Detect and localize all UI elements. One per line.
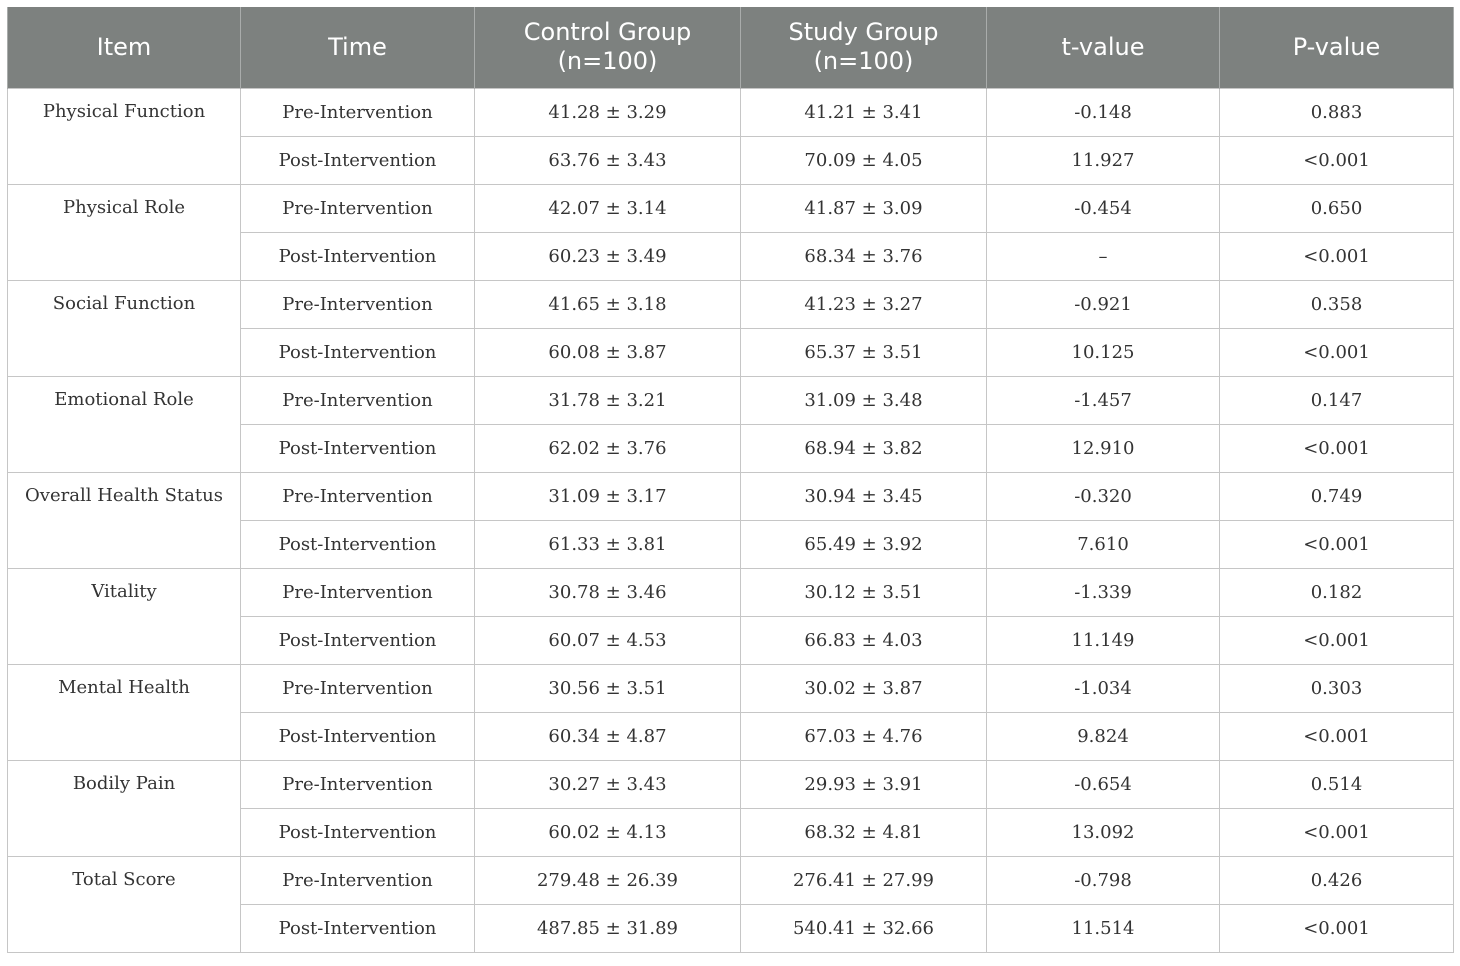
item-cell: Social Function [8, 280, 241, 376]
item-cell: Emotional Role [8, 376, 241, 472]
time-cell: Pre-Intervention [241, 376, 475, 424]
control-group-cell: 60.02 ± 4.13 [475, 808, 741, 856]
t-value-cell: 11.514 [987, 904, 1220, 952]
control-group-cell: 279.48 ± 26.39 [475, 856, 741, 904]
table-row [8, 280, 1454, 328]
p-value-cell: 0.358 [1220, 280, 1454, 328]
study-group-cell: 66.83 ± 4.03 [741, 616, 987, 664]
control-group-cell: 31.78 ± 3.21 [475, 376, 741, 424]
results-table [7, 7, 1454, 953]
t-value-cell: 10.125 [987, 328, 1220, 376]
t-value-cell: -0.798 [987, 856, 1220, 904]
study-group-cell: 41.21 ± 3.41 [741, 88, 987, 136]
study-group-cell: 65.49 ± 3.92 [741, 520, 987, 568]
time-cell: Pre-Intervention [241, 568, 475, 616]
p-value-cell: 0.147 [1220, 376, 1454, 424]
t-value-cell: -0.320 [987, 472, 1220, 520]
t-value-cell: -0.148 [987, 88, 1220, 136]
control-group-cell: 41.65 ± 3.18 [475, 280, 741, 328]
t-value-cell: -1.339 [987, 568, 1220, 616]
t-value-cell: 11.927 [987, 136, 1220, 184]
time-cell: Post-Intervention [241, 232, 475, 280]
p-value-cell: 0.514 [1220, 760, 1454, 808]
control-group-cell: 61.33 ± 3.81 [475, 520, 741, 568]
table-row [8, 376, 1454, 424]
control-group-cell: 63.76 ± 3.43 [475, 136, 741, 184]
p-value-cell: 0.182 [1220, 568, 1454, 616]
study-group-cell: 41.87 ± 3.09 [741, 184, 987, 232]
t-value-cell: -1.457 [987, 376, 1220, 424]
study-group-cell: 68.32 ± 4.81 [741, 808, 987, 856]
table-row [8, 184, 1454, 232]
study-group-cell: 30.12 ± 3.51 [741, 568, 987, 616]
t-value-cell: 9.824 [987, 712, 1220, 760]
item-cell: Mental Health [8, 664, 241, 760]
t-value-cell: -0.921 [987, 280, 1220, 328]
p-value-cell: <0.001 [1220, 616, 1454, 664]
t-value-cell: 13.092 [987, 808, 1220, 856]
t-value-cell: 11.149 [987, 616, 1220, 664]
p-value-cell: <0.001 [1220, 424, 1454, 472]
p-value-cell: <0.001 [1220, 904, 1454, 952]
time-cell: Post-Intervention [241, 136, 475, 184]
study-group-cell: 30.94 ± 3.45 [741, 472, 987, 520]
control-group-cell: 30.78 ± 3.46 [475, 568, 741, 616]
t-value-cell: -1.034 [987, 664, 1220, 712]
control-group-cell: 60.23 ± 3.49 [475, 232, 741, 280]
study-group-cell: 540.41 ± 32.66 [741, 904, 987, 952]
table-row [8, 664, 1454, 712]
table-row [8, 760, 1454, 808]
table-body [8, 88, 1454, 952]
study-group-cell: 67.03 ± 4.76 [741, 712, 987, 760]
item-cell: Physical Role [8, 184, 241, 280]
study-group-cell: 29.93 ± 3.91 [741, 760, 987, 808]
table-row [8, 568, 1454, 616]
time-cell: Post-Intervention [241, 616, 475, 664]
control-group-cell: 42.07 ± 3.14 [475, 184, 741, 232]
header-t-value: t-value [987, 7, 1220, 88]
time-cell: Post-Intervention [241, 712, 475, 760]
t-value-cell: 7.610 [987, 520, 1220, 568]
t-value-cell: 12.910 [987, 424, 1220, 472]
p-value-cell: <0.001 [1220, 712, 1454, 760]
p-value-cell: 0.883 [1220, 88, 1454, 136]
control-group-cell: 487.85 ± 31.89 [475, 904, 741, 952]
item-cell: Physical Function [8, 88, 241, 184]
control-group-cell: 41.28 ± 3.29 [475, 88, 741, 136]
header-control-group: Control Group (n=100) [475, 7, 741, 88]
time-cell: Post-Intervention [241, 904, 475, 952]
table-header [8, 7, 1454, 88]
time-cell: Pre-Intervention [241, 664, 475, 712]
header-time: Time [241, 7, 475, 88]
study-group-cell: 68.34 ± 3.76 [741, 232, 987, 280]
p-value-cell: <0.001 [1220, 520, 1454, 568]
table-row [8, 856, 1454, 904]
study-group-cell: 41.23 ± 3.27 [741, 280, 987, 328]
time-cell: Pre-Intervention [241, 184, 475, 232]
time-cell: Post-Intervention [241, 424, 475, 472]
header-row [8, 7, 1454, 88]
control-group-cell: 31.09 ± 3.17 [475, 472, 741, 520]
t-value-cell: -0.654 [987, 760, 1220, 808]
table-row [8, 472, 1454, 520]
time-cell: Pre-Intervention [241, 88, 475, 136]
time-cell: Pre-Intervention [241, 760, 475, 808]
t-value-cell: -0.454 [987, 184, 1220, 232]
time-cell: Post-Intervention [241, 808, 475, 856]
time-cell: Post-Intervention [241, 328, 475, 376]
item-cell: Total Score [8, 856, 241, 952]
table-row [8, 88, 1454, 136]
p-value-cell: 0.303 [1220, 664, 1454, 712]
header-study-group: Study Group (n=100) [741, 7, 987, 88]
header-p-value: P-value [1220, 7, 1454, 88]
p-value-cell: <0.001 [1220, 136, 1454, 184]
study-group-cell: 276.41 ± 27.99 [741, 856, 987, 904]
p-value-cell: 0.650 [1220, 184, 1454, 232]
p-value-cell: 0.426 [1220, 856, 1454, 904]
time-cell: Pre-Intervention [241, 472, 475, 520]
item-cell: Bodily Pain [8, 760, 241, 856]
item-cell: Overall Health Status [8, 472, 241, 568]
time-cell: Post-Intervention [241, 520, 475, 568]
p-value-cell: 0.749 [1220, 472, 1454, 520]
t-value-cell: – [987, 232, 1220, 280]
time-cell: Pre-Intervention [241, 856, 475, 904]
study-group-cell: 65.37 ± 3.51 [741, 328, 987, 376]
study-group-cell: 30.02 ± 3.87 [741, 664, 987, 712]
study-group-cell: 31.09 ± 3.48 [741, 376, 987, 424]
control-group-cell: 60.07 ± 4.53 [475, 616, 741, 664]
p-value-cell: <0.001 [1220, 328, 1454, 376]
p-value-cell: <0.001 [1220, 808, 1454, 856]
control-group-cell: 60.34 ± 4.87 [475, 712, 741, 760]
p-value-cell: <0.001 [1220, 232, 1454, 280]
control-group-cell: 62.02 ± 3.76 [475, 424, 741, 472]
control-group-cell: 30.27 ± 3.43 [475, 760, 741, 808]
header-item: Item [8, 7, 241, 88]
control-group-cell: 30.56 ± 3.51 [475, 664, 741, 712]
control-group-cell: 60.08 ± 3.87 [475, 328, 741, 376]
item-cell: Vitality [8, 568, 241, 664]
time-cell: Pre-Intervention [241, 280, 475, 328]
study-group-cell: 70.09 ± 4.05 [741, 136, 987, 184]
study-group-cell: 68.94 ± 3.82 [741, 424, 987, 472]
